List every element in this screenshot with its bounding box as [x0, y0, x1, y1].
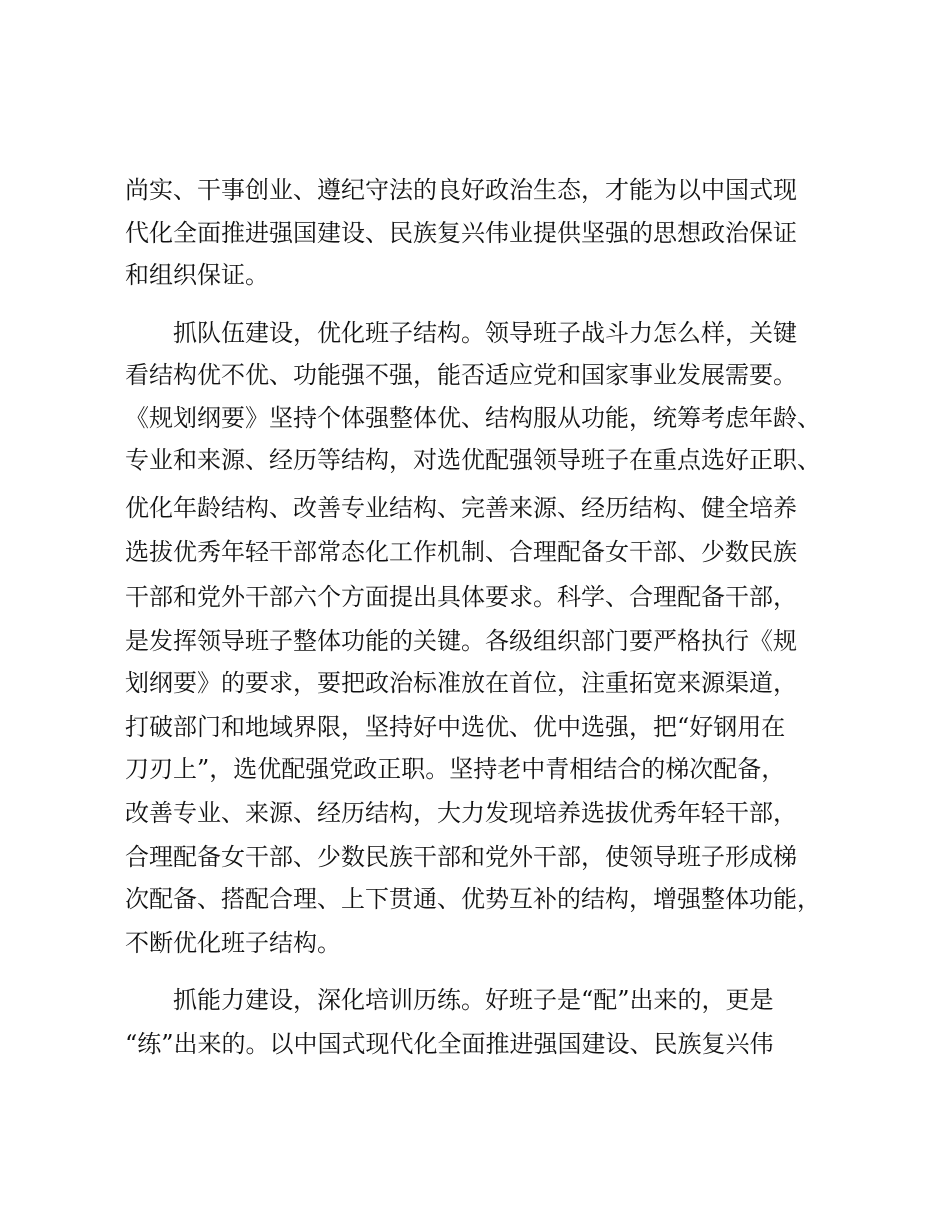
text-line: “练”出来的。以中国式现代化全面推进强国建设、民族复兴伟: [125, 1030, 774, 1058]
text-line: 选拔优秀年轻干部常态化工作机制、合理配备女干部、少数民族: [125, 538, 797, 566]
text-line: 优化年龄结构、改善专业结构、完善来源、经历结构、健全培养: [125, 494, 797, 522]
text-line: 合理配备女干部、少数民族干部和党外干部，使领导班子形成梯: [125, 843, 797, 871]
text-line: 代化全面推进强国建设、民族复兴伟业提供坚强的思想政治保证: [125, 219, 797, 247]
text-line: 刀刃上”，选优配强党政正职。坚持老中青相结合的梯次配备，: [125, 755, 786, 783]
text-line: 干部和党外干部六个方面提出具体要求。科学、合理配备干部，: [125, 583, 797, 611]
text-line: 抓队伍建设，优化班子结构。领导班子战斗力怎么样，关键: [173, 319, 797, 347]
text-line: 次配备、搭配合理、上下贯通、优势互补的结构，增强整体功能，: [125, 885, 821, 913]
text-line: 打破部门和地域界限，坚持好中选优、优中选强，把“好钢用在: [125, 713, 786, 741]
text-line: 尚实、干事创业、遵纪守法的良好政治生态，才能为以中国式现: [125, 176, 797, 204]
text-line: 抓能力建设，深化培训历练。好班子是“配”出来的，更是: [173, 986, 774, 1014]
text-line: 看结构优不优、功能强不强，能否适应党和国家事业发展需要。: [125, 361, 797, 389]
text-line: 改善专业、来源、经历结构，大力发现培养选拔优秀年轻干部，: [125, 799, 797, 827]
text-line: 专业和来源、经历等结构，对选优配强领导班子在重点选好正职、: [125, 446, 821, 474]
text-line: 《规划纲要》坚持个体强整体优、结构服从功能，统筹考虑年龄、: [125, 404, 821, 432]
text-line: 是发挥领导班子整体功能的关键。各级组织部门要严格执行《规: [125, 627, 797, 655]
text-line: 不断优化班子结构。: [125, 929, 341, 957]
text-line: 和组织保证。: [125, 261, 269, 289]
text-line: 划纲要》的要求，要把政治标准放在首位，注重拓宽来源渠道，: [125, 669, 797, 697]
